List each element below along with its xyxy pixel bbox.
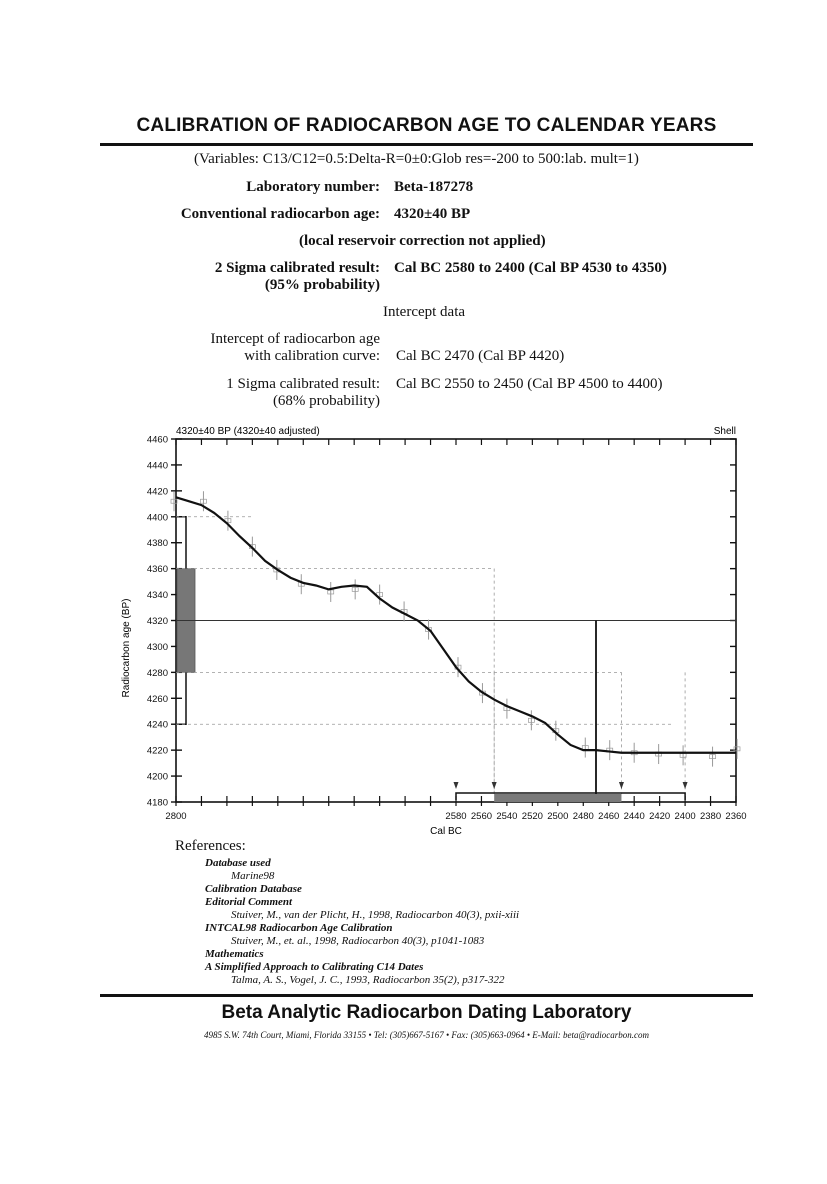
intercept-label-2: with calibration curve: <box>244 348 380 364</box>
y-tick-label: 4220 <box>146 745 168 757</box>
x-tick-label: 2540 <box>496 811 518 822</box>
report-title: CALIBRATION OF RADIOCARBON AGE TO CALENDAR YEARS <box>136 115 717 136</box>
lab-address: 4985 S.W. 74th Court, Miami, Florida 33155 • Tel: (305)667-5167 • Fax: (305)663-0964 • E-Mail: beta@radiocarbon.com <box>203 1030 650 1040</box>
reference-heading: Editorial Comment <box>205 896 293 908</box>
x-tick-label: 2560 <box>470 811 493 822</box>
lab-number-value: Beta-187278 <box>394 179 474 195</box>
range-marker <box>683 782 688 789</box>
lab-name: Beta Analytic Radiocarbon Dating Laboratory <box>221 1002 632 1023</box>
range-marker <box>492 782 497 789</box>
x-tick-label: 2360 <box>725 811 747 822</box>
reference-heading: Database used <box>205 857 271 869</box>
y-tick-label: 4360 <box>146 564 168 576</box>
conventional-age-value: 4320±40 BP <box>394 206 471 222</box>
x-tick-label: 2580 <box>445 811 467 822</box>
reference-text: Stuiver, M., van der Plicht, H., 1998, Radiocarbon 40(3), pxii-xiii <box>231 909 520 921</box>
y-tick-label: 4320 <box>146 616 168 627</box>
x-tick-label: 2500 <box>547 811 569 822</box>
one-sigma-range-bar <box>494 794 621 802</box>
y-tick-label: 4260 <box>146 693 168 705</box>
conventional-age-label: Conventional radiocarbon age: <box>180 206 380 222</box>
variables-text: (Variables: C13/C12=0.5:Delta-R=0±0:Glob res=-200 to 500:lab. mult=1) <box>194 151 639 167</box>
reference-text: Stuiver, M., et. al., 1998, Radiocarbon 40(3), p1041-1083 <box>231 935 485 947</box>
y-tick-label: 4300 <box>146 641 168 653</box>
y-axis-label: Radiocarbon age (BP) <box>121 598 132 698</box>
chart-title-left: 4320±40 BP (4320±40 adjusted) <box>176 426 320 437</box>
x-tick-label: 2520 <box>521 811 543 822</box>
y-tick-label: 4180 <box>146 797 168 809</box>
x-tick-label: 2440 <box>623 811 645 822</box>
calibration-chart <box>110 420 750 840</box>
reservoir-note: (local reservoir correction not applied) <box>299 233 546 249</box>
range-marker <box>619 782 624 789</box>
two-sigma-label: 2 Sigma calibrated result: <box>214 260 380 276</box>
y-tick-label: 4420 <box>146 486 168 498</box>
y-tick-label: 4340 <box>146 590 168 602</box>
intercept-heading: Intercept data <box>383 304 466 320</box>
header-divider <box>100 143 753 146</box>
y-tick-label: 4460 <box>146 434 168 446</box>
x-axis-label: Cal BC <box>430 826 462 837</box>
reference-heading: INTCAL98 Radiocarbon Age Calibration <box>205 922 393 934</box>
intercept-value: Cal BC 2470 (Cal BP 4420) <box>396 348 565 364</box>
two-sigma-value: Cal BC 2580 to 2400 (Cal BP 4530 to 4350) <box>394 260 667 276</box>
two-sigma-probability: (95% probability) <box>264 277 380 293</box>
x-tick-label: 2800 <box>165 811 187 822</box>
chart-title-right: Shell <box>713 426 736 437</box>
y-tick-label: 4400 <box>146 512 168 524</box>
reference-heading: Mathematics <box>205 948 264 960</box>
x-tick-label: 2420 <box>649 811 671 822</box>
x-tick-label: 2380 <box>699 811 722 822</box>
x-tick-label: 2460 <box>598 811 620 822</box>
reference-text: Marine98 <box>231 870 275 882</box>
x-tick-label: 2480 <box>572 811 594 822</box>
one-sigma-label: 1 Sigma calibrated result: <box>226 376 380 392</box>
footer-divider <box>100 994 753 997</box>
range-marker <box>454 782 459 789</box>
y-tick-label: 4240 <box>146 719 168 731</box>
reference-heading: Calibration Database <box>205 883 302 895</box>
x-tick-label: 2400 <box>674 811 696 822</box>
references-heading: References: <box>175 838 246 854</box>
reference-heading: A Simplified Approach to Calibrating C14 Dates <box>205 961 424 973</box>
one-sigma-probability: (68% probability) <box>272 393 380 409</box>
lab-number-label: Laboratory number: <box>246 179 380 195</box>
one-sigma-value: Cal BC 2550 to 2450 (Cal BP 4500 to 4400) <box>396 376 663 392</box>
y-tick-label: 4380 <box>146 538 168 550</box>
y-tick-label: 4280 <box>146 667 168 679</box>
intercept-label-1: Intercept of radiocarbon age <box>210 331 380 347</box>
y-tick-label: 4440 <box>146 460 168 472</box>
y-tick-label: 4200 <box>146 771 168 783</box>
calibration-curve <box>176 497 736 752</box>
reference-text: Talma, A. S., Vogel, J. C., 1993, Radiocarbon 35(2), p317-322 <box>231 974 505 986</box>
